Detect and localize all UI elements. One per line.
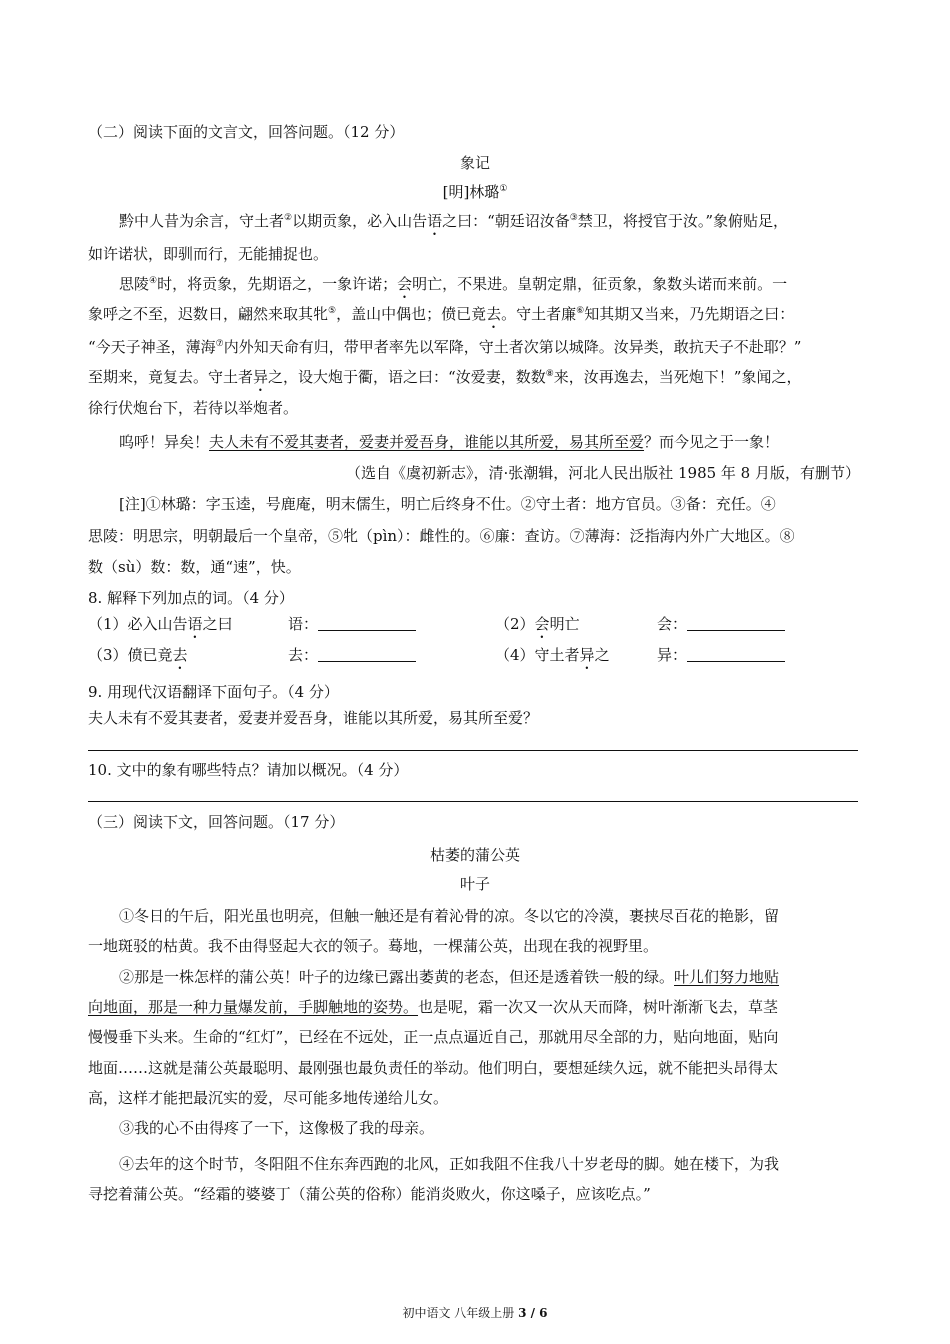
underlined-sentence: 向地面，那是一种力量爆发前，手脚触地的姿势。 <box>88 998 419 1016</box>
answer-line[interactable] <box>88 801 858 802</box>
answer-blank[interactable] <box>318 647 416 662</box>
section-2-heading: （二）阅读下面的文言文，回答问题。（12 分） <box>88 123 405 141</box>
q8-item-2-text: （2）会明亡 <box>495 615 580 633</box>
footnote-marker: ⑤ <box>328 306 337 316</box>
dotted-word: 去 <box>172 646 188 664</box>
classical-paragraph-2-line-1: 思陵④时，将贡象，先期语之，一象许诺；会明亡，不果进。皇朝定鼎，征贡象，象数头诺而来前。一 <box>119 275 788 293</box>
dotted-word: 异 <box>253 368 269 386</box>
essay-paragraph-2-line-3: 慢慢垂下头来。生命的“红灯”，已经在不远处，正一点点逼近自己，那就用尽全部的力，贴向地面，贴向 <box>88 1028 779 1046</box>
essay-paragraph-2-line-4: 地面……这就是蒲公英最聪明、最刚强也最负责任的举动。他们明白，要想延续久远，就不能把头昂得太 <box>88 1059 779 1077</box>
footnote-marker: ① <box>499 184 508 194</box>
author-text: [明]林璐 <box>442 183 500 201</box>
page-number: 3 / 6 <box>518 1306 548 1320</box>
essay-paragraph-4-line-1: ④去年的这个时节，冬阳阻不住东奔西跑的北风，正如我阻不住我八十岁老母的脚。她在楼下，为我 <box>119 1155 780 1173</box>
essay-paragraph-4-line-2: 寻挖着蒲公英。“经霜的婆婆丁（蒲公英的俗称）能消炎败火，你这嗓子，应该吃点。” <box>88 1185 651 1203</box>
notes-line-3: 数（sù）数：数，通“速”，快。 <box>88 558 301 576</box>
essay-title: 枯萎的蒲公英 <box>429 846 520 864</box>
footnote-marker: ④ <box>149 276 158 286</box>
answer-blank[interactable] <box>687 647 785 662</box>
essay-paragraph-3: ③我的心不由得疼了一下，这像极了我的母亲。 <box>119 1119 435 1137</box>
footnote-marker: ⑥ <box>576 306 585 316</box>
classical-paragraph-1-line-2: 如许诺状，即驯而行，无能捕捉也。 <box>88 245 329 263</box>
dotted-word: 语 <box>427 212 443 230</box>
essay-author: 叶子 <box>459 875 490 893</box>
footer-course: 初中语文 八年级上册 <box>402 1306 519 1320</box>
classical-paragraph-2-line-2: 象呼之不至，迟数日，翩然来取其牝⑤，盖山中偶也；偾已竟去。守土者廉⑥知其期又当来，乃先期语之曰： <box>88 305 795 323</box>
dotted-word: 会 <box>397 275 413 293</box>
answer-blank[interactable] <box>687 616 785 631</box>
essay-paragraph-2-line-2: 向地面，那是一种力量爆发前，手脚触地的姿势。也是呢，霜一次又一次从天而降，树叶渐渐飞去，草茎 <box>88 998 779 1016</box>
q8-item-3-answer[interactable]: 去： <box>288 645 416 665</box>
q8-item-4-text: （4）守土者异之 <box>495 646 610 664</box>
footnote-marker: ② <box>284 213 293 223</box>
notes-line-1: [注]①林璐：字玉逵，号鹿庵，明末儒生，明亡后终身不仕。②守土者：地方官员。③备：充任。④ <box>119 495 776 513</box>
essay-paragraph-1-line-2: 一地斑驳的枯黄。我不由得竖起大衣的领子。蓦地，一棵蒲公英，出现在我的视野里。 <box>88 937 659 955</box>
source-citation: （选自《虞初新志》，清·张潮辑，河北人民出版社 1985 年 8 月版，有删节） <box>345 464 860 482</box>
essay-paragraph-1-line-1: ①冬日的午后，阳光虽也明亮，但触一触还是有着沁骨的凉。冬以它的冷漠，裹挟尽百花的艳影，留 <box>119 907 780 925</box>
classical-paragraph-2-line-3: “今天子神圣，薄海⑦内外知天命有归，带甲者率先以军降，守土者次第以城降。汝异类，敢抗天子不赴耶？” <box>88 338 802 356</box>
question-9-sentence: 夫人未有不爱其妻者，爱妻并爱吾身，谁能以其所爱，易其所至爱？ <box>88 709 539 727</box>
section-3-heading: （三）阅读下文，回答问题。（17 分） <box>88 813 345 831</box>
q8-item-2-answer[interactable]: 会： <box>657 614 785 634</box>
essay-paragraph-2-line-5: 高，这样才能把最沉实的爱，尽可能多地传递给儿女。 <box>88 1089 449 1107</box>
page-footer <box>0 1304 950 1321</box>
question-8-stem: 8. 解释下列加点的词。（4 分） <box>88 589 294 607</box>
classical-paragraph-2-line-4: 至期来，竟复去。守土者异之，设大炮于衢，语之曰：“汝爱妻，数数⑧来，汝再逸去，当死炮下！”象闻之， <box>88 368 802 386</box>
q8-item-4-answer[interactable]: 异： <box>657 645 785 665</box>
classical-paragraph-1-line-1: 黔中人昔为余言，守土者②以期贡象，必入山告语之曰：“朝廷诏汝备③禁卫，将授官于汝。”象俯贴足， <box>119 212 789 230</box>
q8-item-1-text: （1）必入山告语之曰 <box>88 615 233 633</box>
answer-blank[interactable] <box>318 616 416 631</box>
passage-author <box>0 182 950 202</box>
dotted-word: 异 <box>579 646 595 664</box>
dotted-word: 去 <box>486 305 502 323</box>
dotted-word: 会 <box>534 615 550 633</box>
notes-line-2: 思陵：明思宗，明朝最后一个皇帝，⑤牝（pìn）：雌性的。⑥廉：查访。⑦薄海：泛指海内外广大地区。⑧ <box>88 527 795 545</box>
answer-line[interactable] <box>88 750 858 751</box>
footnote-marker: ⑧ <box>545 369 554 379</box>
question-10-stem: 10. 文中的象有哪些特点？请加以概况。（4 分） <box>88 761 409 779</box>
underlined-sentence: 叶儿们努力地贴 <box>674 968 780 986</box>
classical-paragraph-2-line-5: 徐行伏炮台下，若待以举炮者。 <box>88 399 299 417</box>
essay-paragraph-2-line-1: ②那是一株怎样的蒲公英！叶子的边缘已露出萎黄的老态，但还是透着铁一般的绿。叶儿们努力地贴 <box>119 968 780 986</box>
footnote-marker: ⑦ <box>215 339 224 349</box>
q8-item-3-text: （3）偾已竟去 <box>88 646 188 664</box>
classical-paragraph-3: 呜呼！异矣！夫人未有不爱其妻者，爱妻并爱吾身，谁能以其所爱，易其所至爱？而今见之于一象！ <box>119 433 780 451</box>
underlined-sentence: 夫人未有不爱其妻者，爱妻并爱吾身，谁能以其所爱，易其所至爱 <box>209 433 645 451</box>
passage-title: 象记 <box>459 154 490 172</box>
dotted-word: 语 <box>187 615 203 633</box>
q8-item-1-answer[interactable]: 语： <box>288 614 416 634</box>
question-9-stem: 9. 用现代汉语翻译下面句子。（4 分） <box>88 683 339 701</box>
footnote-marker: ③ <box>569 213 578 223</box>
